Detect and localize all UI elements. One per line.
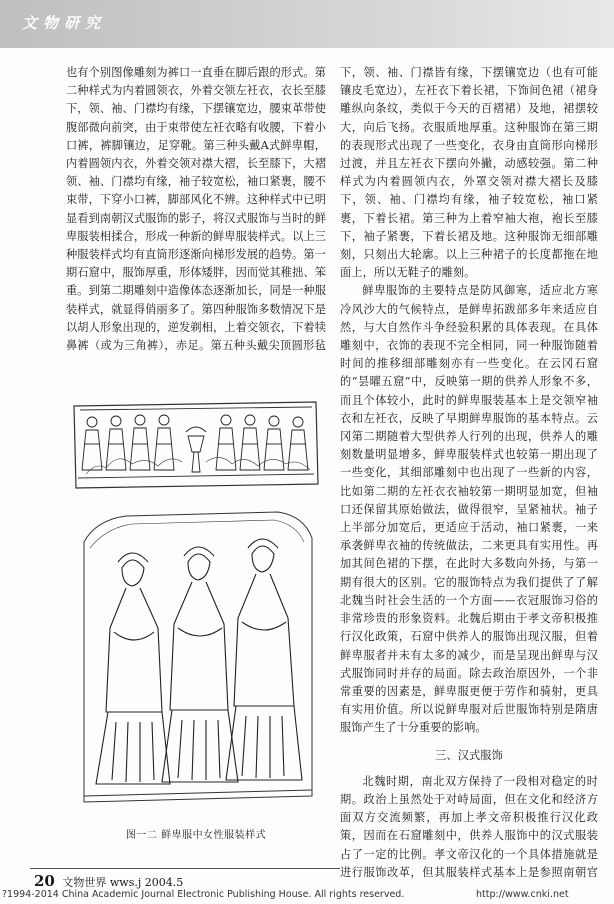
figure-drawing (66, 392, 326, 822)
female-figure-small (82, 417, 102, 470)
female-figure-small (154, 415, 174, 470)
paragraph: 下，领、袖、门襟皆有缘，下摆镶宽边（也有可能镶皮毛宽边），左衽衣下着长裙，下饰间色裙（裙身雕纵向条纹，类似于今天的百褶裙）及地，裙摆较大，向后飞扬。衣服质地厚重。这种服饰在第三期的表现形式出现了一些变化，衣身由直筒形向梯形过渡，并且左衽衣下摆向外撇，动感较强。第二种样式为内着圆领内衣，外罩交领对襟大褶长及膝下，领、袖、门襟均有缘，袖子较宽松，袖口紧裹，下着长裙。第三种为上着窄袖大袍，袍长至膝下，袖子紧裹，下着长裙及地。这种服饰无细部雕刻，只刻出大轮廓。以上三种裙子的长度都拖在地面上，所以无鞋子的雕刻。 (340, 66, 598, 280)
folio-rule (30, 868, 340, 869)
female-figure-large-center (162, 547, 238, 782)
female-figure-small (240, 415, 260, 470)
footer-copyright: ?1994-2014 China Academic Journal Electronic Publishing House. All rights reserved. (2, 889, 405, 900)
incense-burner (186, 427, 206, 472)
figure-12-illustration (66, 392, 326, 837)
female-figure-small (130, 415, 150, 470)
right-column (340, 64, 598, 882)
paragraph: 也有个别图像雕刻为裤口一直垂在脚后跟的形式。第二种样式为内着圆领衣，外着交领左衽衣，衣长至膝下，领、袖、门襟均有缘，下摆镶宽边，腰束革带使腹部微向前突，由于束带使左衽衣略有收腰，下着小口裤，裤脚镶边，足穿靴。第三种头戴A式鲜卑帽，内着圆领内衣，外着交领对襟大褶，长至膝下，大褶领、袖、门襟均有缘，袖子较宽松，袖口紧裹，腰不束带，下穿小口裤，脚部风化不辨。这种样式中已明显看到南朝汉式服饰的影子，将汉式服饰与当时的鲜卑服装相揉合，形成一种新的鲜卑服装样式。以上三种服装样式均有直筒形逐渐向梯形发展的趋势。第一期石窟中，服饰厚重，形体矮胖，因而觉其稚拙、笨重。到第二期雕刻中造像体态逐渐加长，同是一种服装样式，就显得俏丽多了。第四种服饰多数情况下是以胡人形象出现的，逆发剃相，上着交领衣，下着犊鼻裤（或为三角裤），赤足。第五种头戴尖顶圆形毡 (66, 66, 326, 353)
left-column (66, 64, 326, 354)
folio (34, 872, 183, 890)
lower-relief-figures (96, 539, 302, 784)
female-figure-small (264, 416, 284, 470)
page-number: 20 (34, 872, 55, 890)
female-figure-large-left (96, 553, 170, 784)
journal-issue: 文物世界 wws.j 2004.5 (62, 876, 184, 889)
footer-url[interactable]: http://www.cnki.net (476, 889, 569, 900)
running-header-title: 文物研究 (22, 14, 107, 32)
header-band (0, 0, 614, 48)
figure-caption: 图一二 鲜卑服中女性服装样式 (125, 830, 267, 841)
upper-relief-figures (82, 415, 308, 472)
female-figure-small (216, 415, 236, 470)
section-heading: 三、汉式服饰 (435, 748, 503, 762)
paragraph: 北魏时期，南北双方保持了一段相对稳定的时期。政治上虽然处于对峙局面，但在文化和经济方面双方交流频繁，再加上孝文帝积极推行汉化政策，因而在石窟雕刻中，供养人服饰中的汉式服装占了一定的比例。孝文帝汉化的一个具体措施就是进行服饰改革，但其服装样式基本上是参照南朝官 (340, 774, 598, 879)
female-figure-large-right (226, 539, 302, 780)
lower-relief-panel (84, 512, 312, 802)
female-figure-small (106, 416, 126, 470)
paragraph: 鲜卑服饰的主要特点是防风御寒，适应北方寒冷风沙大的气候特点，是鲜卑拓跋部多年来适应自然，与大自然作斗争经验积累的具体表现。在具体雕刻中，衣饰的表现不完全相同，同一种服饰随着时间的推移细部雕刻亦有一些变化。在云冈石窟的“昙曜五窟”中，反映第一期的供养人形象不多，而且个体较小，此时的鲜卑服装基本上是交领窄袖衣和左衽衣，反映了早期鲜卑服饰的基本特点。云冈第二期随着大型供养人行列的出现，供养人的雕刻数量明显增多，鲜卑服装样式也较第一期出现了一些变化，其细部雕刻中也出现了一些新的内容，比如第二期的左衽衣衣袖较第一期明显加宽，但袖口还保留其原始做法，做得很窄，呈紧袖状。袖子上半部分加宽后，更适应于活动，袖口紧裹，一来承袭鲜卑衣袖的传统做法，二来更具有实用性。再加其间色裙的下摆，在此时大多数向外扬，与第一期有很大的区别。它的服饰特点为我们提供了了解北魏当时社会生活的一个方面——衣冠服饰习俗的非常珍贵的形象资料。北魏后期由于孝文帝积极推行汉化政策，石窟中供养人的服饰出现汉服，但着鲜卑服者并未有太多的减少，而是呈现出鲜卑与汉式服饰同时并存的局面。除去政治原因外，一个非常重要的因素是，鲜卑服更便于劳作和骑射，更具有实用价值。所以说鲜卑服对后世服饰特别是隋唐服饰产生了十分重要的影响。 (340, 284, 598, 735)
